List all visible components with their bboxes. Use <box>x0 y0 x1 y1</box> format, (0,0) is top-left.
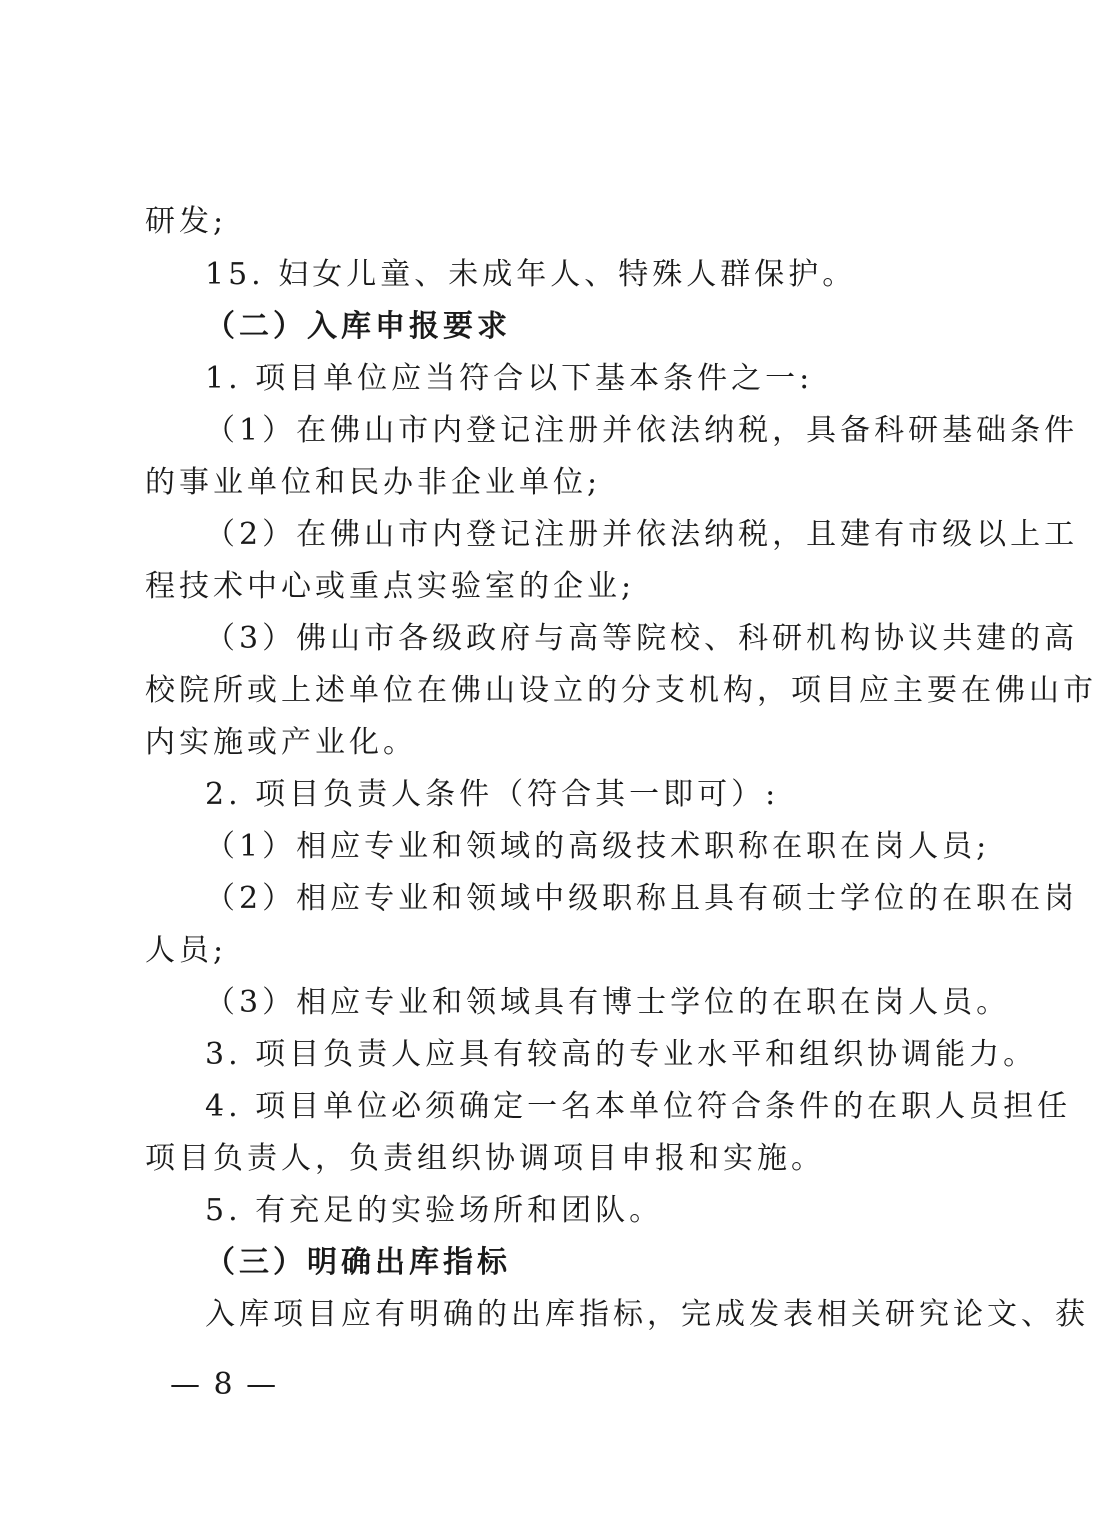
section-heading: （三）明确出库指标 <box>205 1245 511 1280</box>
text-line: 入库项目应有明确的出库指标，完成发表相关研究论文、获 <box>205 1297 1089 1332</box>
text-line: 人员; <box>145 933 228 968</box>
page-number: — 8 — <box>170 1367 279 1402</box>
text-line: （3）相应专业和领域具有博士学位的在职在岗人员。 <box>205 985 1011 1020</box>
text-line: （2）在佛山市内登记注册并依法纳税，且建有市级以上工 <box>205 517 1079 552</box>
text-line: 15. 妇女儿童、未成年人、特殊人群保护。 <box>205 257 857 292</box>
text-line: 校院所或上述单位在佛山设立的分支机构，项目应主要在佛山市 <box>145 673 1097 708</box>
text-line: 3. 项目负责人应具有较高的专业水平和组织协调能力。 <box>205 1037 1038 1072</box>
text-line: （2）相应专业和领域中级职称且具有硕士学位的在职在岗 <box>205 881 1079 916</box>
text-line: 研发; <box>145 204 228 239</box>
text-line: 项目负责人，负责组织协调项目申报和实施。 <box>145 1141 825 1176</box>
text-line: （1）相应专业和领域的高级技术职称在职在岗人员; <box>205 829 991 864</box>
text-line: 2. 项目负责人条件（符合其一即可）: <box>205 777 780 812</box>
text-line: 5. 有充足的实验场所和团队。 <box>205 1193 664 1228</box>
text-line: （1）在佛山市内登记注册并依法纳税，具备科研基础条件 <box>205 413 1079 448</box>
text-line: 程技术中心或重点实验室的企业; <box>145 569 636 604</box>
text-line: 1. 项目单位应当符合以下基本条件之一: <box>205 361 814 396</box>
text-line: 4. 项目单位必须确定一名本单位符合条件的在职人员担任 <box>205 1089 1072 1124</box>
text-line: 内实施或产业化。 <box>145 725 417 760</box>
section-heading: （二）入库申报要求 <box>205 309 511 344</box>
text-line: （3）佛山市各级政府与高等院校、科研机构协议共建的高 <box>205 621 1079 656</box>
text-line: 的事业单位和民办非企业单位; <box>145 465 602 500</box>
